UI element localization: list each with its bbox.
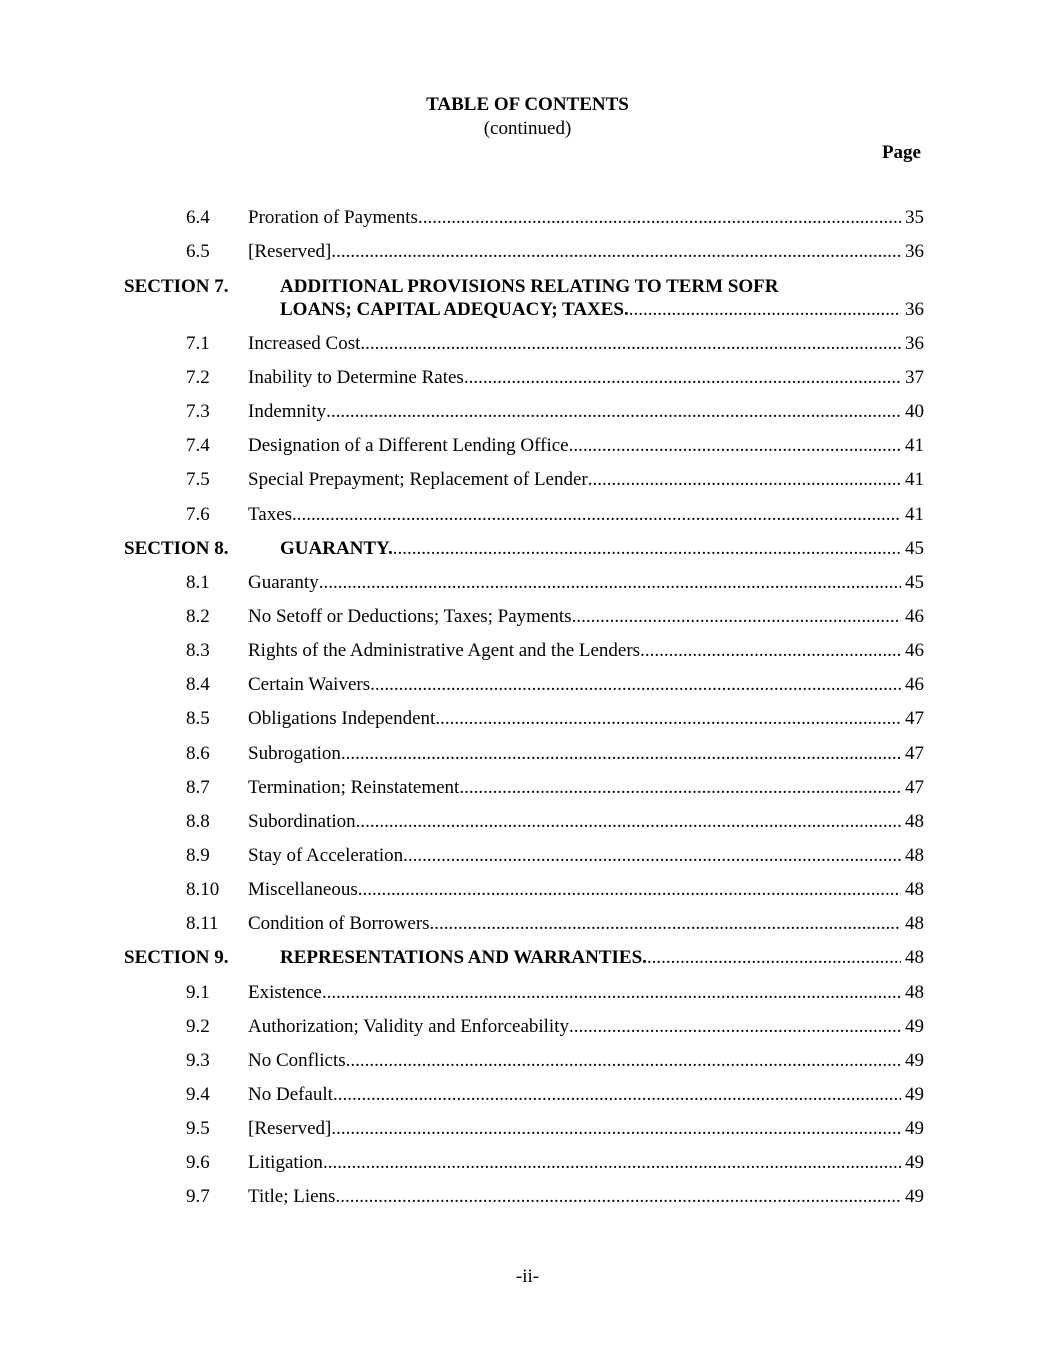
entry-number: 9.4 xyxy=(186,1084,210,1105)
entry-title: Subrogation xyxy=(248,743,341,764)
toc-section-heading xyxy=(0,275,1055,299)
entry-number: 8.2 xyxy=(186,606,210,627)
entry-page: 47 xyxy=(905,743,924,764)
toc-entry xyxy=(0,742,1055,766)
entry-page: 49 xyxy=(905,1186,924,1207)
section-title: LOANS; CAPITAL ADEQUACY; TAXES. xyxy=(280,299,629,320)
entry-page: 49 xyxy=(905,1016,924,1037)
entry-number: 8.11 xyxy=(186,913,219,934)
entry-page: 37 xyxy=(905,367,924,388)
entry-page: 36 xyxy=(905,299,924,320)
entry-number: 7.4 xyxy=(186,435,210,456)
entry-title: Special Prepayment; Replacement of Lender xyxy=(248,469,588,490)
section-title: REPRESENTATIONS AND WARRANTIES. xyxy=(280,947,647,968)
entry-page: 48 xyxy=(905,913,924,934)
entry-title: No Setoff or Deductions; Taxes; Payments xyxy=(248,606,572,627)
entry-title: Miscellaneous xyxy=(248,879,358,900)
toc-entry xyxy=(0,981,1055,1005)
entry-title: Guaranty xyxy=(248,572,319,593)
entry-title: No Default xyxy=(248,1084,333,1105)
entry-number: 8.4 xyxy=(186,674,210,695)
entry-title: Inability to Determine Rates xyxy=(248,367,464,388)
entry-number: 7.2 xyxy=(186,367,210,388)
toc-entry xyxy=(0,206,1055,230)
entry-page: 46 xyxy=(905,640,924,661)
entry-number: 8.8 xyxy=(186,811,210,832)
entry-number: 8.7 xyxy=(186,777,210,798)
toc-entry xyxy=(0,1117,1055,1141)
entry-number: 9.5 xyxy=(186,1118,210,1139)
entry-page: 49 xyxy=(905,1050,924,1071)
entry-number: 8.3 xyxy=(186,640,210,661)
entry-title: [Reserved] xyxy=(248,1118,332,1139)
entry-page: 48 xyxy=(905,879,924,900)
toc-entry xyxy=(0,707,1055,731)
entry-number: 8.9 xyxy=(186,845,210,866)
entry-title: Litigation xyxy=(248,1152,323,1173)
entry-title: Certain Waivers xyxy=(248,674,371,695)
entry-page: 36 xyxy=(905,241,924,262)
entry-page: 41 xyxy=(905,504,924,525)
entry-number: 9.2 xyxy=(186,1016,210,1037)
entry-page: 48 xyxy=(905,845,924,866)
toc-entry xyxy=(0,605,1055,629)
entry-page: 48 xyxy=(905,947,924,968)
entry-title: Proration of Payments xyxy=(248,207,418,228)
entry-page: 47 xyxy=(905,708,924,729)
toc-entry xyxy=(0,1083,1055,1107)
section-title-line1: ADDITIONAL PROVISIONS RELATING TO TERM SOFR xyxy=(280,276,779,297)
entry-page: 45 xyxy=(905,572,924,593)
entry-title: [Reserved] xyxy=(248,241,332,262)
entry-page: 41 xyxy=(905,435,924,456)
toc-entry xyxy=(0,1185,1055,1209)
entry-title: Termination; Reinstatement xyxy=(248,777,460,798)
toc-subtitle: (continued) xyxy=(483,118,572,139)
entry-title: No Conflicts xyxy=(248,1050,346,1071)
entry-title: Increased Cost xyxy=(248,333,361,354)
entry-page: 36 xyxy=(905,333,924,354)
entry-page: 46 xyxy=(905,674,924,695)
section-label: SECTION 9. xyxy=(124,947,229,968)
entry-title: Subordination xyxy=(248,811,356,832)
entry-number: 8.5 xyxy=(186,708,210,729)
entry-number: 7.1 xyxy=(186,333,210,354)
entry-page: 45 xyxy=(905,538,924,559)
entry-title: Rights of the Administrative Agent and the Lenders xyxy=(248,640,641,661)
entry-number: 7.3 xyxy=(186,401,210,422)
toc-entry xyxy=(0,240,1055,264)
toc-entry xyxy=(0,571,1055,595)
entry-page: 35 xyxy=(905,207,924,228)
entry-page: 41 xyxy=(905,469,924,490)
entry-page: 49 xyxy=(905,1118,924,1139)
toc-entry xyxy=(0,366,1055,390)
entry-title: Indemnity xyxy=(248,401,327,422)
entry-page: 48 xyxy=(905,982,924,1003)
entry-page: 48 xyxy=(905,811,924,832)
toc-entry xyxy=(0,1049,1055,1073)
toc-entry xyxy=(0,878,1055,902)
entry-title: Stay of Acceleration xyxy=(248,845,404,866)
toc-entry xyxy=(0,468,1055,492)
entry-page: 49 xyxy=(905,1152,924,1173)
entry-number: 8.6 xyxy=(186,743,210,764)
toc-entry xyxy=(0,400,1055,424)
entry-number: 7.6 xyxy=(186,504,210,525)
page-column-label: Page xyxy=(881,142,921,163)
entry-title: Title; Liens xyxy=(248,1186,336,1207)
section-title: GUARANTY. xyxy=(280,538,393,559)
toc-entry xyxy=(0,332,1055,356)
toc-entry xyxy=(0,639,1055,663)
page-number-footer: -ii- xyxy=(515,1266,540,1287)
entry-number: 9.3 xyxy=(186,1050,210,1071)
entry-title: Condition of Borrowers xyxy=(248,913,430,934)
entry-title: Designation of a Different Lending Office xyxy=(248,435,569,456)
toc-entry xyxy=(0,1015,1055,1039)
entry-number: 8.10 xyxy=(186,879,220,900)
toc-entry xyxy=(0,1151,1055,1175)
entry-number: 9.1 xyxy=(186,982,210,1003)
section-label: SECTION 8. xyxy=(124,538,229,559)
entry-title: Obligations Independent xyxy=(248,708,436,729)
toc-entry xyxy=(0,503,1055,527)
toc-entry xyxy=(0,912,1055,936)
entry-number: 9.6 xyxy=(186,1152,210,1173)
toc-title: TABLE OF CONTENTS xyxy=(426,94,629,115)
toc-entry xyxy=(0,776,1055,800)
section-label: SECTION 7. xyxy=(124,276,229,297)
toc-entry xyxy=(0,844,1055,868)
toc-section-heading xyxy=(0,537,1055,561)
toc-entry xyxy=(0,434,1055,458)
entry-title: Taxes xyxy=(248,504,293,525)
entry-page: 49 xyxy=(905,1084,924,1105)
entry-page: 46 xyxy=(905,606,924,627)
entry-number: 6.4 xyxy=(186,207,210,228)
toc-section-heading-cont xyxy=(0,298,1055,322)
entry-page: 40 xyxy=(905,401,924,422)
entry-title: Authorization; Validity and Enforceability xyxy=(248,1016,569,1037)
toc-entry xyxy=(0,673,1055,697)
entry-number: 7.5 xyxy=(186,469,210,490)
entry-number: 8.1 xyxy=(186,572,210,593)
entry-number: 9.7 xyxy=(186,1186,210,1207)
toc-entry xyxy=(0,810,1055,834)
toc-section-heading xyxy=(0,946,1055,970)
entry-number: 6.5 xyxy=(186,241,210,262)
entry-page: 47 xyxy=(905,777,924,798)
entry-title: Existence xyxy=(248,982,322,1003)
